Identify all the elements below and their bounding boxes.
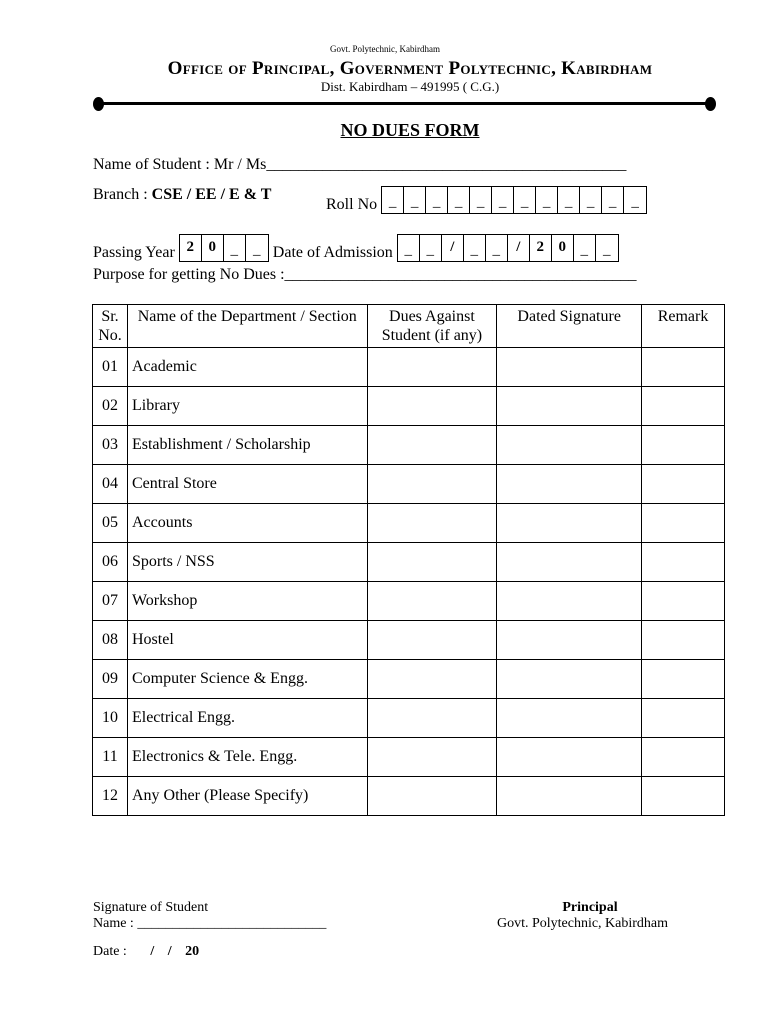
row-remark-cell[interactable] [642, 777, 725, 816]
branch-label: Branch : [93, 186, 148, 203]
table-row [93, 699, 725, 738]
row-signature-cell[interactable] [497, 738, 642, 777]
row-remark-cell[interactable] [642, 465, 725, 504]
row-department: Academic [127, 348, 367, 387]
row-sr-no: 08 [93, 621, 128, 660]
office-title: Office of Principal, Government Polytechnic, Kabirdham [167, 58, 653, 79]
table-row [93, 738, 725, 777]
roll-number-box[interactable]: _ [382, 187, 404, 213]
divider-left-dot [93, 97, 104, 111]
row-signature-cell[interactable] [497, 426, 642, 465]
roll-number-box[interactable]: _ [404, 187, 426, 213]
roll-number-boxes[interactable] [381, 186, 647, 214]
admission-date-box[interactable]: _ [398, 235, 420, 261]
passing-year-box[interactable]: _ [224, 235, 246, 261]
row-dues-cell[interactable] [367, 582, 497, 621]
row-sr-no: 04 [93, 465, 128, 504]
table-header-row [93, 305, 725, 348]
table-row [93, 504, 725, 543]
table-row [93, 426, 725, 465]
row-sr-no: 12 [93, 777, 128, 816]
roll-number-box[interactable]: _ [631, 194, 639, 210]
row-signature-cell[interactable] [497, 660, 642, 699]
row-dues-cell[interactable] [367, 543, 497, 582]
row-signature-cell[interactable] [497, 582, 642, 621]
row-signature-cell[interactable] [497, 699, 642, 738]
roll-number-box[interactable]: _ [514, 187, 536, 213]
row-remark-cell[interactable] [642, 504, 725, 543]
admission-date-boxes[interactable] [397, 234, 619, 262]
roll-label: Roll No [326, 196, 378, 213]
admission-date-box[interactable]: _ [420, 235, 442, 261]
admission-date-box[interactable]: _ [464, 235, 486, 261]
table-row [93, 582, 725, 621]
principal-title: Principal [562, 900, 618, 915]
row-department: Any Other (Please Specify) [127, 777, 367, 816]
passing-year-box[interactable]: 0 [202, 235, 224, 261]
district-line: Dist. Kabirdham – 491995 ( C.G.) [320, 79, 500, 94]
row-dues-cell[interactable] [367, 738, 497, 777]
admission-date-box[interactable]: 0 [552, 235, 574, 261]
passing-year-label: Passing Year [93, 244, 175, 261]
student-signature-label: Signature of Student [93, 900, 209, 915]
row-department: Electrical Engg. [127, 699, 367, 738]
row-signature-cell[interactable] [497, 348, 642, 387]
roll-number-box[interactable]: _ [580, 187, 602, 213]
row-department: Central Store [127, 465, 367, 504]
row-department: Hostel [127, 621, 367, 660]
row-sr-no: 10 [93, 699, 128, 738]
header-department: Name of the Department / Section [127, 305, 367, 348]
row-sr-no: 07 [93, 582, 128, 621]
table-row [93, 465, 725, 504]
roll-number-box[interactable]: _ [470, 187, 492, 213]
admission-date-box[interactable]: / [442, 235, 464, 261]
dues-table [92, 304, 725, 816]
header-signature: Dated Signature [497, 305, 642, 348]
footer-name-label: Name : [93, 916, 134, 931]
admission-date-label: Date of Admission [272, 244, 393, 261]
header-dues: Dues Against Student (if any) [367, 305, 497, 348]
row-remark-cell[interactable] [642, 426, 725, 465]
row-sr-no: 02 [93, 387, 128, 426]
table-row [93, 621, 725, 660]
student-name-row [93, 156, 626, 174]
row-dues-cell[interactable] [367, 465, 497, 504]
branch-options[interactable]: CSE / EE / E & T [151, 186, 272, 203]
footer-date-row [93, 944, 199, 960]
row-dues-cell[interactable] [367, 387, 497, 426]
row-sr-no: 05 [93, 504, 128, 543]
footer-date-label: Date : [93, 944, 127, 959]
header-sr-no: Sr. No. [93, 305, 128, 348]
row-sr-no: 11 [93, 738, 128, 777]
row-dues-cell[interactable] [367, 777, 497, 816]
table-row [93, 387, 725, 426]
roll-number-box[interactable]: _ [492, 187, 514, 213]
row-sr-no: 09 [93, 660, 128, 699]
form-title: NO DUES FORM [340, 120, 480, 140]
passing-year-boxes[interactable] [179, 234, 269, 262]
table-row [93, 777, 725, 816]
row-remark-cell[interactable] [642, 582, 725, 621]
row-signature-cell[interactable] [497, 504, 642, 543]
principal-office: Govt. Polytechnic, Kabirdham [496, 916, 669, 931]
row-sr-no: 03 [93, 426, 128, 465]
row-sr-no: 01 [93, 348, 128, 387]
row-dues-cell[interactable] [367, 348, 497, 387]
divider-right-dot [705, 97, 716, 111]
footer-name-row [93, 916, 326, 932]
roll-row [326, 186, 647, 214]
row-department: Accounts [127, 504, 367, 543]
roll-number-box[interactable]: _ [602, 187, 624, 213]
admission-date-box[interactable]: _ [486, 235, 508, 261]
student-name-field[interactable]: _____________________________________________ [266, 156, 627, 173]
row-department: Workshop [127, 582, 367, 621]
branch-row [93, 186, 271, 204]
row-remark-cell[interactable] [642, 660, 725, 699]
footer-name-field[interactable]: ___________________________ [137, 916, 327, 931]
row-dues-cell[interactable] [367, 660, 497, 699]
footer-date-field[interactable]: / / 20 [150, 944, 200, 959]
row-department: Establishment / Scholarship [127, 426, 367, 465]
row-remark-cell[interactable] [642, 738, 725, 777]
row-signature-cell[interactable] [497, 543, 642, 582]
row-department: Sports / NSS [127, 543, 367, 582]
admission-date-box[interactable]: _ [574, 235, 596, 261]
row-remark-cell[interactable] [642, 387, 725, 426]
row-dues-cell[interactable] [367, 621, 497, 660]
row-signature-cell[interactable] [497, 621, 642, 660]
admission-date-box[interactable]: / [508, 235, 530, 261]
purpose-field[interactable]: ____________________________________________ [284, 266, 637, 283]
roll-number-box[interactable]: _ [536, 187, 558, 213]
row-remark-cell[interactable] [642, 348, 725, 387]
passing-row [93, 234, 619, 262]
row-department: Computer Science & Engg. [127, 660, 367, 699]
table-row [93, 660, 725, 699]
row-dues-cell[interactable] [367, 426, 497, 465]
table-row [93, 543, 725, 582]
roll-number-box[interactable]: _ [448, 187, 470, 213]
row-department: Library [127, 387, 367, 426]
row-remark-cell[interactable] [642, 543, 725, 582]
roll-number-box[interactable]: _ [558, 187, 580, 213]
row-signature-cell[interactable] [497, 777, 642, 816]
roll-number-box[interactable]: _ [426, 187, 448, 213]
header-remark: Remark [642, 305, 725, 348]
passing-year-box[interactable]: _ [253, 242, 261, 258]
institution-small-heading: Govt. Polytechnic, Kabirdham [330, 44, 440, 54]
passing-year-box[interactable]: 2 [180, 235, 202, 261]
purpose-label: Purpose for getting No Dues : [93, 266, 285, 283]
row-dues-cell[interactable] [367, 504, 497, 543]
admission-date-box[interactable]: 2 [530, 235, 552, 261]
table-row [93, 348, 725, 387]
row-signature-cell[interactable] [497, 387, 642, 426]
row-remark-cell[interactable] [642, 621, 725, 660]
student-name-label: Name of Student : Mr / Ms [93, 156, 267, 173]
row-dues-cell[interactable] [367, 699, 497, 738]
row-sr-no: 06 [93, 543, 128, 582]
purpose-row [93, 266, 637, 284]
row-department: Electronics & Tele. Engg. [127, 738, 367, 777]
admission-date-box[interactable]: _ [603, 242, 611, 258]
row-signature-cell[interactable] [497, 465, 642, 504]
header-divider [98, 102, 712, 105]
row-remark-cell[interactable] [642, 699, 725, 738]
